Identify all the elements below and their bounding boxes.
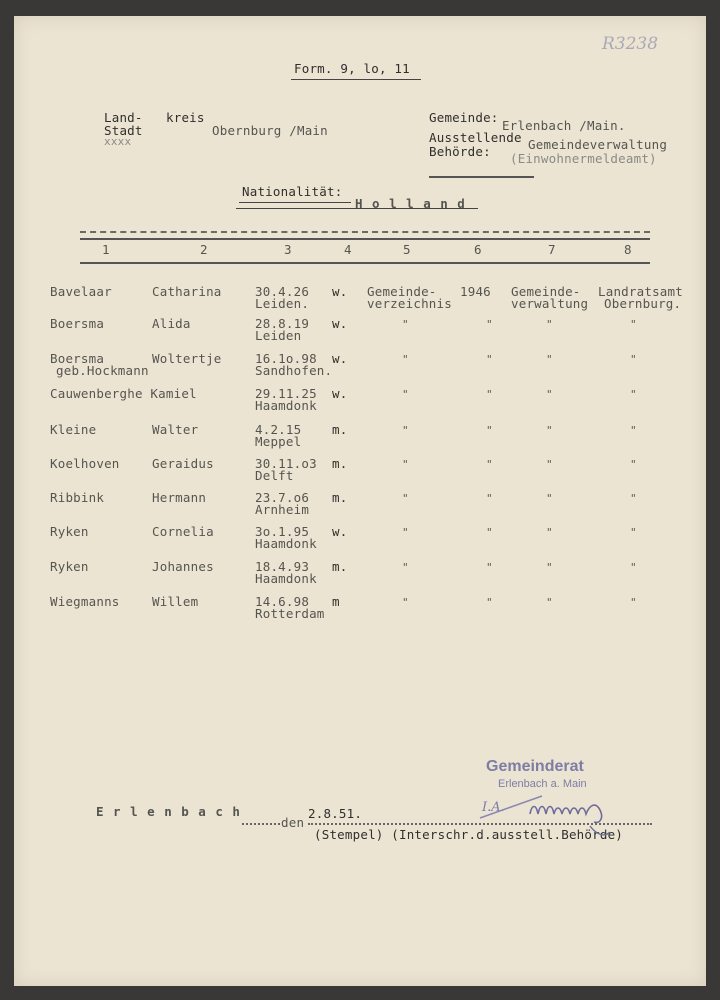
row-birthplace: Haamdonk (255, 536, 317, 551)
ditto-mark: " (486, 458, 493, 471)
column-number-4: 4 (344, 242, 352, 257)
ditto-mark: " (486, 526, 493, 539)
row-birthplace: Leiden. (255, 296, 310, 311)
row-surname: Boersma (50, 351, 105, 366)
gemeinde-value: Erlenbach /Main. (502, 118, 626, 133)
struck-text: xxxx (104, 135, 132, 148)
col8-text-2: Obernburg. (604, 296, 682, 311)
row-sex: w. (332, 284, 348, 299)
col8-text-1: Landratsamt (598, 284, 683, 299)
footer-date: 2.8.51. (308, 806, 363, 821)
nationality-label: Nationalität: (242, 184, 343, 199)
row-birthdate: 18.4.93 (255, 559, 310, 574)
ditto-mark: " (546, 388, 553, 401)
ditto-mark: " (546, 492, 553, 505)
nationality-rule (236, 208, 478, 209)
nationality-value: H o l l a n d (355, 196, 466, 211)
ditto-mark: " (402, 318, 409, 331)
row-sex: m. (332, 490, 348, 505)
ditto-mark: " (546, 424, 553, 437)
gemeinde-label: Gemeinde: (429, 110, 499, 125)
ditto-mark: " (402, 596, 409, 609)
row-sex: m. (332, 422, 348, 437)
col6-text: 1946 (460, 284, 491, 299)
ditto-mark: " (630, 561, 637, 574)
ditto-mark: " (630, 458, 637, 471)
behoerde-value: Gemeindeverwaltung (528, 137, 668, 152)
ditto-mark: " (402, 388, 409, 401)
ditto-mark: " (402, 492, 409, 505)
row-firstname: Geraidus (152, 456, 214, 471)
stamp-line-2: Erlenbach a. Main (498, 778, 587, 790)
row-surname: Ryken (50, 524, 89, 539)
kreis-label: kreis (166, 110, 205, 125)
row-surname-extra: geb.Hockmann (56, 363, 149, 378)
row-firstname: Woltertje (152, 351, 222, 366)
row-birthplace: Meppel (255, 434, 302, 449)
footer-dots-1 (242, 823, 280, 825)
stamp-line-1: Gemeinderat (486, 758, 584, 775)
ditto-mark: " (486, 561, 493, 574)
row-firstname: Cornelia (152, 524, 214, 539)
row-sex: m. (332, 559, 348, 574)
ditto-mark: " (402, 424, 409, 437)
ditto-mark: " (402, 458, 409, 471)
ausstellende-label: Ausstellende (429, 130, 522, 145)
ditto-mark: " (486, 596, 493, 609)
ditto-mark: " (486, 388, 493, 401)
col5-text-2: verzeichnis (367, 296, 452, 311)
row-birthdate: 4.2.15 (255, 422, 302, 437)
stadt-label: Stadt (104, 123, 143, 138)
row-birthdate: 29.11.25 (255, 386, 317, 401)
col7-text-2: verwaltung (511, 296, 589, 311)
document-sheet (14, 16, 706, 986)
row-sex: w. (332, 351, 348, 366)
behoerde-label: Behörde: (429, 144, 491, 159)
col7-text-1: Gemeinde- (511, 284, 581, 299)
ditto-mark: " (630, 424, 637, 437)
row-birthdate: 3o.1.95 (255, 524, 310, 539)
kreis-value: Obernburg /Main (212, 123, 328, 138)
table-header-bottom-rule (80, 262, 650, 264)
behoerde-value-sub: (Einwohnermeldeamt) (510, 151, 657, 166)
row-birthplace: Haamdonk (255, 571, 317, 586)
row-birthdate: 14.6.98 (255, 594, 310, 609)
table-top-rule (80, 231, 650, 233)
column-number-2: 2 (200, 242, 208, 257)
signature-drawing (472, 774, 652, 854)
ditto-mark: " (630, 388, 637, 401)
row-birthplace: Sandhofen. (255, 363, 333, 378)
row-birthplace: Haamdonk (255, 398, 317, 413)
footer-caption: (Stempel) (Interschr.d.ausstell.Behörde) (314, 827, 624, 842)
form-underline (291, 79, 421, 80)
ditto-mark: " (630, 353, 637, 366)
row-firstname: Walter (152, 422, 199, 437)
ditto-mark: " (546, 526, 553, 539)
ditto-mark: " (486, 492, 493, 505)
row-birthdate: 16.1o.98 (255, 351, 317, 366)
row-surname: Boersma (50, 316, 105, 331)
ditto-mark: " (402, 353, 409, 366)
column-number-1: 1 (102, 242, 110, 257)
column-number-5: 5 (403, 242, 411, 257)
ditto-mark: " (486, 424, 493, 437)
column-number-6: 6 (474, 242, 482, 257)
pencil-reference: R3238 (602, 34, 659, 54)
row-surname: Ribbink (50, 490, 105, 505)
row-surname: Kleine (50, 422, 97, 437)
row-sex: m (332, 594, 340, 609)
row-sex: w. (332, 316, 348, 331)
row-surname: Wiegmanns (50, 594, 120, 609)
row-birthplace: Arnheim (255, 502, 310, 517)
ditto-mark: " (402, 526, 409, 539)
row-birthdate: 28.8.19 (255, 316, 310, 331)
land-label: Land- (104, 110, 143, 125)
ditto-mark: " (546, 458, 553, 471)
ditto-mark: " (546, 318, 553, 331)
row-birthdate: 30.4.26 (255, 284, 310, 299)
row-birthdate: 30.11.o3 (255, 456, 317, 471)
ditto-mark: " (630, 318, 637, 331)
column-number-3: 3 (284, 242, 292, 257)
row-surname: Cauwenberghe Kamiel (50, 386, 197, 401)
row-firstname: Alida (152, 316, 191, 331)
header-rule (429, 176, 534, 178)
row-firstname: Hermann (152, 490, 207, 505)
footer-place: E r l e n b a c h (96, 804, 241, 819)
ditto-mark: " (402, 561, 409, 574)
row-sex: w. (332, 524, 348, 539)
signature-prefix: I.A. (482, 800, 505, 815)
ditto-mark: " (630, 526, 637, 539)
nationality-label-rule (239, 202, 351, 203)
row-birthplace: Leiden (255, 328, 302, 343)
ditto-mark: " (546, 353, 553, 366)
row-birthplace: Delft (255, 468, 294, 483)
row-firstname: Catharina (152, 284, 222, 299)
footer-den: den (281, 815, 305, 830)
row-birthdate: 23.7.o6 (255, 490, 310, 505)
column-number-7: 7 (548, 242, 556, 257)
ditto-mark: " (546, 561, 553, 574)
ditto-mark: " (486, 353, 493, 366)
col5-text-1: Gemeinde- (367, 284, 437, 299)
form-number: Form. 9, lo, 11 (294, 61, 410, 76)
row-firstname: Johannes (152, 559, 214, 574)
row-surname: Koelhoven (50, 456, 120, 471)
ditto-mark: " (630, 596, 637, 609)
ditto-mark: " (546, 596, 553, 609)
row-surname: Ryken (50, 559, 89, 574)
row-sex: w. (332, 386, 348, 401)
row-sex: m. (332, 456, 348, 471)
row-firstname: Willem (152, 594, 199, 609)
column-number-8: 8 (624, 242, 632, 257)
row-birthplace: Rotterdam (255, 606, 325, 621)
ditto-mark: " (486, 318, 493, 331)
row-surname: Bavelaar (50, 284, 112, 299)
ditto-mark: " (630, 492, 637, 505)
table-top-rule-2 (80, 238, 650, 240)
